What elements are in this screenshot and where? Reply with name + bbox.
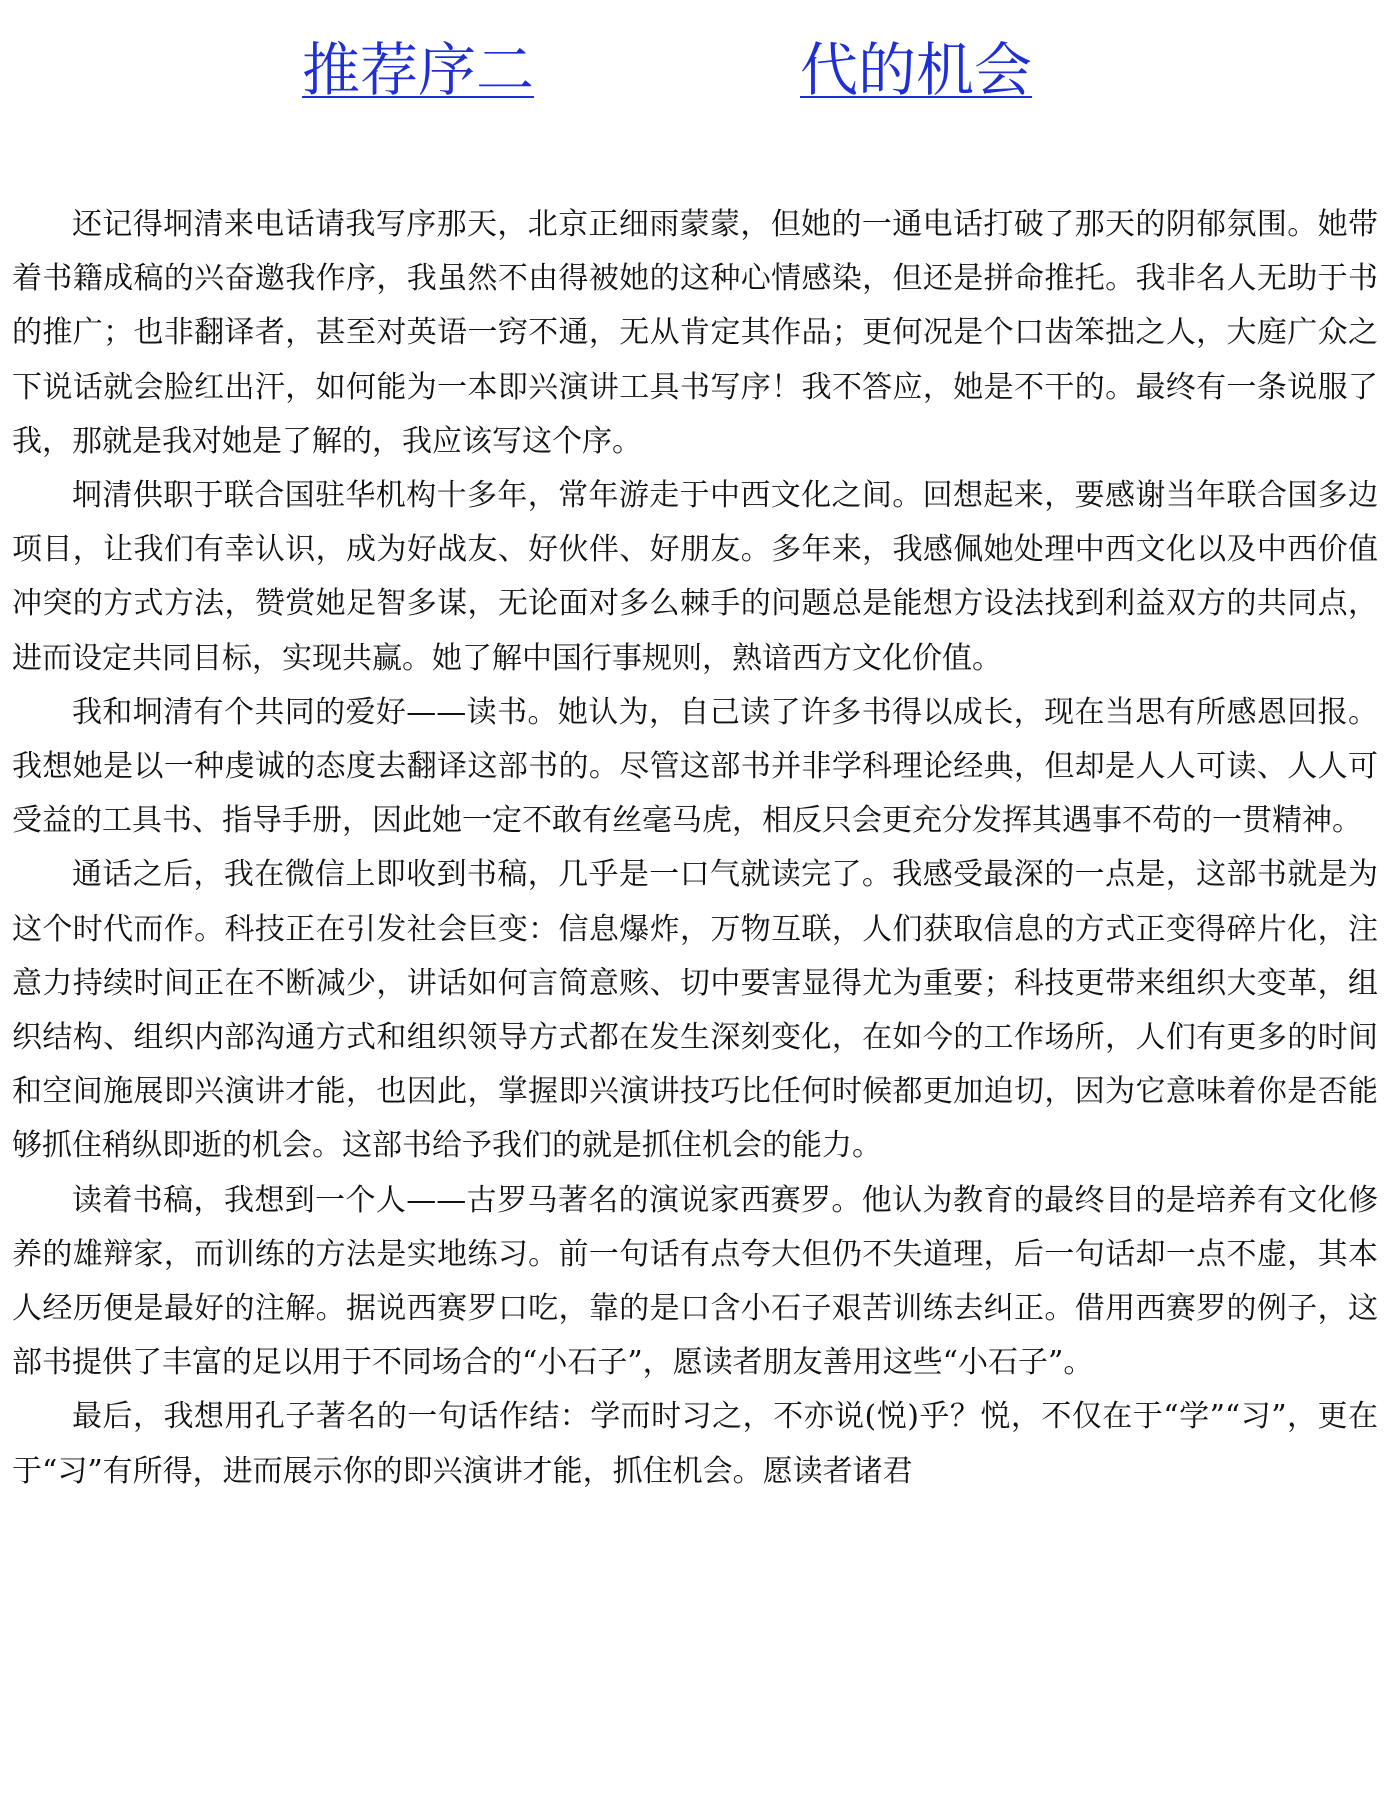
title-link-left[interactable]: 推荐序二 (302, 36, 535, 104)
document-body (12, 198, 1378, 1499)
title-link-right[interactable]: 代的机会 (800, 36, 1033, 104)
page-title (0, 30, 1391, 110)
paragraph-1: 还记得坰清来电话请我写序那天，北京正细雨蒙蒙，但她的一通电话打破了那天的阴郁氛围。她带着书籍成稿的兴奋邀我作序，我虽然不由得被她的这种心情感染，但还是拼命推托。我非名人无助于书的推广；也非翻译者，甚至对英语一窍不通，无从肯定其作品；更何况是个口齿笨拙之人，大庭广众之下说话就会脸红出汗，如何能为一本即兴演讲工具书写序！我不答应，她是不干的。最终有一条说服了我，那就是我对她是了解的，我应该写这个序。 (12, 207, 1378, 459)
paragraph-4: 通话之后，我在微信上即收到书稿，几乎是一口气就读完了。我感受最深的一点是，这部书就是为这个时代而作。科技正在引发社会巨变：信息爆炸，万物互联，人们获取信息的方式正变得碎片化，注意力持续时间正在不断减少，讲话如何言简意赅、切中要害显得尤为重要；科技更带来组织大变革，组织结构、组织内部沟通方式和组织领导方式都在发生深刻变化，在如今的工作场所，人们有更多的时间和空间施展即兴演讲才能，也因此，掌握即兴演讲技巧比任何时候都更加迫切，因为它意味着你是否能够抓住稍纵即逝的机会。这部书给予我们的就是抓住机会的能力。 (12, 857, 1378, 1164)
paragraph-5: 读着书稿，我想到一个人——古罗马著名的演说家西赛罗。他认为教育的最终目的是培养有文化修养的雄辩家，而训练的方法是实地练习。前一句话有点夸大但仍不失道理，后一句话却一点不虚，其本人经历便是最好的注解。据说西赛罗口吃，靠的是口含小石子艰苦训练去纠正。借用西赛罗的例子，这部书提供了丰富的足以用于不同场合的“小石子”，愿读者朋友善用这些“小石子”。 (12, 1182, 1378, 1381)
paragraph-2: 坰清供职于联合国驻华机构十多年，常年游走于中西文化之间。回想起来，要感谢当年联合国多边项目，让我们有幸认识，成为好战友、好伙伴、好朋友。多年来，我感佩她处理中西文化以及中西价值冲突的方式方法，赞赏她足智多谋，无论面对多么棘手的问题总是能想方设法找到利益双方的共同点，进而设定共同目标，实现共赢。她了解中国行事规则，熟谙西方文化价值。 (12, 478, 1378, 676)
paragraph-3: 我和坰清有个共同的爱好——读书。她认为，自己读了许多书得以成长，现在当思有所感恩回报。我想她是以一种虔诚的态度去翻译这部书的。尽管这部书并非学科理论经典，但却是人人可读、人人可受益的工具书、指导手册，因此她一定不敢有丝毫马虎，相反只会更充分发挥其遇事不苟的一贯精神。 (12, 694, 1378, 839)
paragraph-6: 最后，我想用孔子著名的一句话作结：学而时习之，不亦说(悦)乎？悦，不仅在于“学”“习”，更在于“习”有所得，进而展示你的即兴演讲才能，抓住机会。愿读者诸君 (12, 1399, 1378, 1489)
